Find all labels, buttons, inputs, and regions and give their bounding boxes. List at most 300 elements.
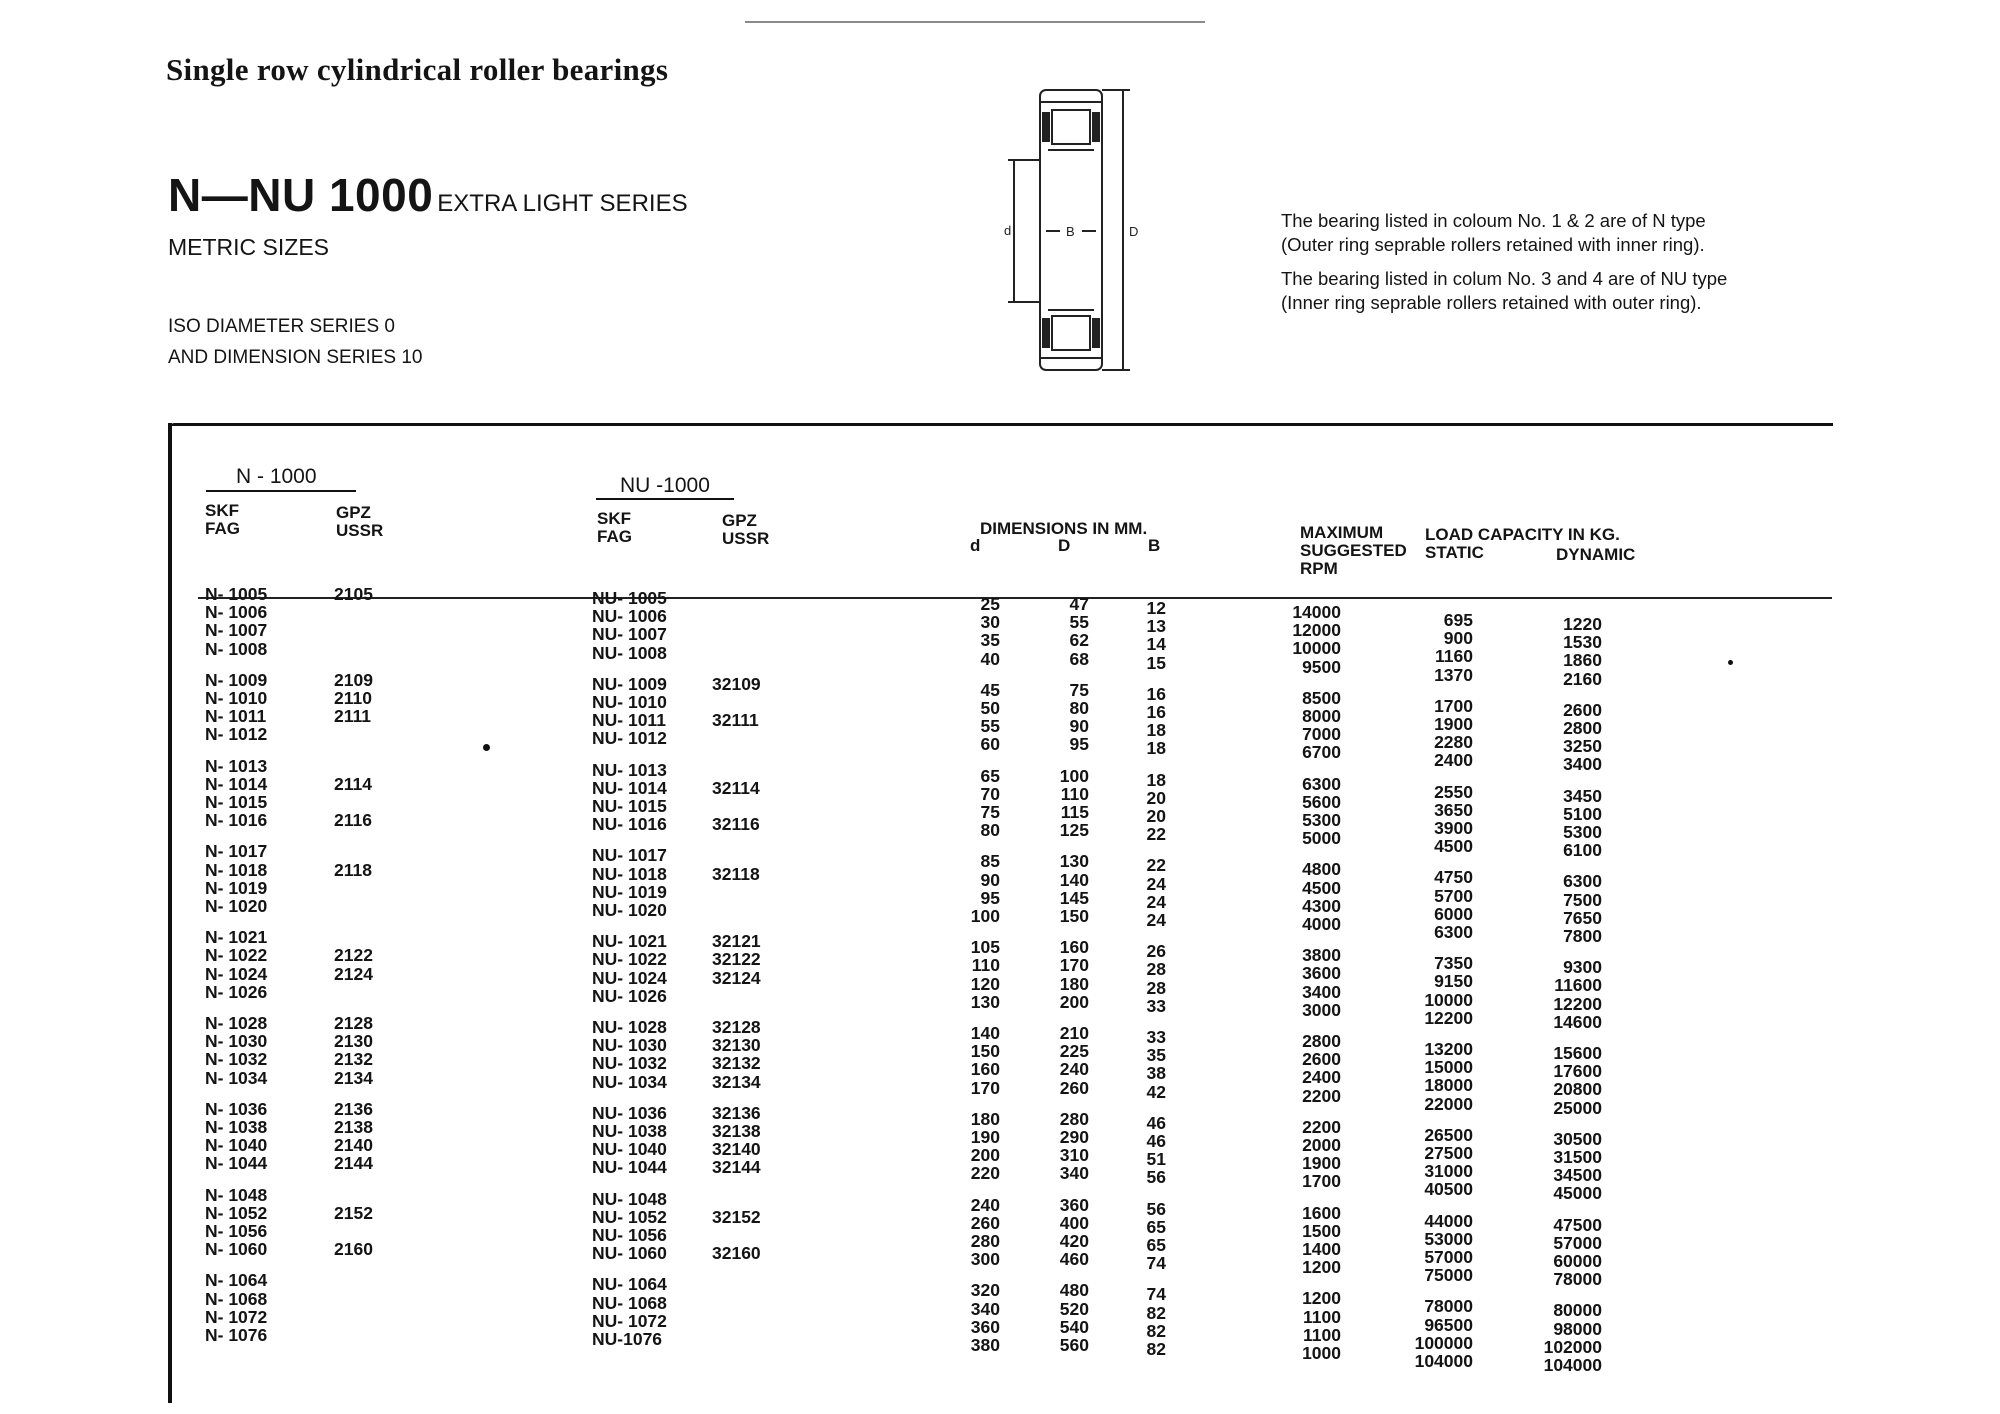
max-rpm-line-3: RPM xyxy=(1300,559,1338,578)
dynamic-load: 78000 xyxy=(1553,1269,1602,1290)
static-load: 5700 xyxy=(1434,885,1473,906)
max-rpm: 1500 xyxy=(1302,1220,1341,1241)
bore-diameter-d: 75 xyxy=(980,802,1000,822)
fag-label: FAG xyxy=(597,527,632,546)
static-load: 13200 xyxy=(1424,1039,1473,1059)
max-rpm: 2200 xyxy=(1302,1116,1341,1137)
static-load: 1700 xyxy=(1434,695,1473,716)
max-rpm: 7000 xyxy=(1302,724,1341,745)
nu-gpz-number: 32128 xyxy=(712,1017,761,1037)
bore-diameter-d: 300 xyxy=(970,1249,1000,1270)
outer-diameter-D: 360 xyxy=(1059,1194,1089,1215)
n-gpz-number: 2109 xyxy=(334,669,373,690)
bearing-cross-section-diagram xyxy=(990,80,1150,380)
static-load: 6000 xyxy=(1434,903,1473,924)
static-load: 1370 xyxy=(1434,664,1473,685)
static-load: 695 xyxy=(1443,610,1473,630)
metric-sizes-label: METRIC SIZES xyxy=(168,234,330,260)
dynamic-load: 47500 xyxy=(1553,1214,1602,1235)
n-type-designation: N- 1012 xyxy=(205,724,268,745)
n-gpz-number: 2152 xyxy=(334,1202,373,1223)
outer-diameter-D: 95 xyxy=(1069,734,1089,755)
max-rpm: 1100 xyxy=(1303,1324,1341,1345)
nu-type-designation: NU- 1015 xyxy=(592,796,667,816)
outer-diameter-D: 225 xyxy=(1059,1041,1089,1062)
outer-diameter-D: 140 xyxy=(1059,869,1089,890)
width-B: 56 xyxy=(1146,1167,1166,1188)
width-B: 14 xyxy=(1146,634,1166,655)
dynamic-load: 7650 xyxy=(1563,907,1602,928)
width-B: 16 xyxy=(1146,683,1166,704)
nu-type-designation: NU- 1017 xyxy=(592,845,667,866)
outer-diameter-D: 290 xyxy=(1059,1127,1089,1147)
dynamic-load: 1860 xyxy=(1563,650,1602,671)
max-rpm: 1200 xyxy=(1302,1288,1341,1309)
static-load: 75000 xyxy=(1424,1265,1473,1286)
outer-diameter-D: 420 xyxy=(1059,1231,1089,1251)
nu-gpz-number: 32121 xyxy=(712,931,761,952)
n-type-designation: N- 1005 xyxy=(205,584,268,604)
nu-gpz-number: 32134 xyxy=(712,1071,761,1092)
dynamic-load: 6100 xyxy=(1563,840,1602,861)
static-load: 18000 xyxy=(1424,1075,1473,1096)
note-line-2: (Outer ring seprable rollers retained with inner ring). xyxy=(1281,234,1705,255)
static-load: 53000 xyxy=(1424,1228,1473,1249)
dynamic-load: 104000 xyxy=(1543,1355,1602,1375)
bore-diameter-d: 90 xyxy=(980,869,1000,890)
nu-group-underline xyxy=(596,498,734,500)
max-rpm: 3400 xyxy=(1302,981,1341,1002)
static-load: 78000 xyxy=(1424,1296,1473,1317)
nu-gpz-number: 32132 xyxy=(712,1053,761,1074)
nu-type-designation: NU- 1030 xyxy=(592,1035,667,1056)
width-B: 42 xyxy=(1146,1081,1166,1102)
n-type-designation: N- 1011 xyxy=(205,706,267,727)
max-rpm: 5600 xyxy=(1302,791,1341,812)
nu-gpz-number: 32140 xyxy=(712,1139,761,1160)
bore-diameter-d: 120 xyxy=(970,973,1000,994)
width-B: 22 xyxy=(1146,855,1166,876)
n-type-designation: N- 1060 xyxy=(205,1239,268,1260)
nu-gpz-number: 32122 xyxy=(712,949,761,970)
nu-type-designation: NU- 1021 xyxy=(592,931,667,952)
outer-diameter-D: 150 xyxy=(1059,906,1089,926)
iso-series-line-2: AND DIMENSION SERIES 10 xyxy=(168,347,423,368)
page-title: Single row cylindrical roller bearings xyxy=(166,52,669,87)
dynamic-load: 7800 xyxy=(1563,926,1602,946)
dynamic-load: 25000 xyxy=(1553,1097,1602,1118)
n-type-designation: N- 1072 xyxy=(205,1306,268,1327)
static-load: 31000 xyxy=(1424,1161,1473,1182)
nu-gpz-number: 32144 xyxy=(712,1157,761,1178)
dynamic-load: 17600 xyxy=(1553,1061,1602,1082)
bore-diameter-d: 280 xyxy=(970,1231,1000,1251)
dynamic-load: 11600 xyxy=(1554,975,1602,996)
col-nu-skf-header xyxy=(597,510,632,546)
skf-label: SKF xyxy=(597,509,631,528)
n-gpz-number: 2138 xyxy=(334,1117,373,1137)
width-B: 16 xyxy=(1146,702,1166,722)
n-type-designation: N- 1006 xyxy=(205,602,268,623)
bore-diameter-d: 70 xyxy=(980,783,1000,804)
n-type-designation: N- 1020 xyxy=(205,896,268,916)
outer-diameter-D: 55 xyxy=(1069,612,1089,633)
nu-type-designation: NU- 1034 xyxy=(592,1071,667,1092)
dim-big-d-header: D xyxy=(1058,536,1071,555)
n-type-designation: N- 1034 xyxy=(205,1067,268,1088)
max-rpm-header xyxy=(1300,524,1407,578)
outer-diameter-D: 210 xyxy=(1059,1023,1089,1043)
series-name: EXTRA LIGHT SERIES xyxy=(437,190,688,217)
dynamic-load: 2800 xyxy=(1563,718,1602,738)
n-series-group-label: N - 1000 xyxy=(236,465,317,488)
static-load: 7350 xyxy=(1434,953,1473,974)
static-load: 2550 xyxy=(1434,781,1473,802)
nu-type-designation: NU- 1018 xyxy=(592,863,667,884)
width-B: 74 xyxy=(1146,1284,1166,1305)
dynamic-load: 45000 xyxy=(1553,1183,1602,1204)
n-type-designation: N- 1064 xyxy=(205,1270,268,1291)
bore-diameter-d: 55 xyxy=(980,716,1000,737)
max-rpm: 3800 xyxy=(1302,945,1341,966)
ussr-label: USSR xyxy=(722,529,770,548)
dynamic-load: 2160 xyxy=(1563,668,1602,689)
nu-type-designation: NU- 1048 xyxy=(592,1188,667,1209)
bore-diameter-d: 190 xyxy=(970,1127,1000,1147)
nu-series-group-label: NU -1000 xyxy=(620,474,710,497)
nu-type-designation: NU- 1011 xyxy=(592,710,666,731)
bore-diameter-d: 240 xyxy=(970,1194,1000,1215)
dynamic-load: 3450 xyxy=(1563,785,1602,806)
width-B: 18 xyxy=(1146,720,1166,741)
dynamic-load: 31500 xyxy=(1553,1147,1602,1167)
dynamic-header: DYNAMIC xyxy=(1556,545,1636,564)
static-load: 2280 xyxy=(1434,732,1473,753)
width-B: 65 xyxy=(1146,1235,1166,1255)
n-type-designation: N- 1019 xyxy=(205,877,268,898)
max-rpm: 6700 xyxy=(1302,742,1341,763)
bore-diameter-d: 260 xyxy=(970,1212,1000,1233)
width-B: 12 xyxy=(1146,598,1166,618)
outer-diameter-D: 110 xyxy=(1060,783,1089,804)
bore-diameter-d: 50 xyxy=(980,698,1000,718)
width-B: 35 xyxy=(1146,1045,1166,1066)
outer-diameter-D: 540 xyxy=(1059,1316,1089,1337)
n-gpz-number: 2118 xyxy=(334,859,372,880)
max-rpm: 9500 xyxy=(1302,656,1341,677)
nu-type-designation: NU- 1020 xyxy=(592,900,667,920)
n-type-designation: N- 1044 xyxy=(205,1153,268,1174)
bore-diameter-d: 110 xyxy=(971,955,1000,976)
static-load: 900 xyxy=(1443,628,1473,649)
n-gpz-number: 2110 xyxy=(334,688,372,708)
nu-type-designation: NU- 1024 xyxy=(592,967,667,988)
static-header: STATIC xyxy=(1425,543,1484,562)
width-B: 28 xyxy=(1146,977,1166,998)
n-type-designation: N- 1030 xyxy=(205,1031,268,1052)
bore-diameter-d: 25 xyxy=(980,594,1000,614)
outer-diameter-D: 125 xyxy=(1059,820,1089,841)
dynamic-load: 12200 xyxy=(1553,993,1602,1014)
max-rpm-line-1: MAXIMUM xyxy=(1300,523,1384,542)
max-rpm: 2200 xyxy=(1302,1085,1341,1106)
n-gpz-number: 2105 xyxy=(334,584,373,604)
n-gpz-number: 2114 xyxy=(334,773,372,794)
scan-speck xyxy=(1728,660,1733,665)
n-gpz-number: 2140 xyxy=(334,1135,373,1156)
width-B: 65 xyxy=(1146,1216,1166,1237)
max-rpm: 8000 xyxy=(1302,706,1341,726)
width-B: 24 xyxy=(1146,910,1166,930)
width-B: 24 xyxy=(1146,873,1166,894)
dynamic-load: 1530 xyxy=(1563,632,1602,653)
note-line-1: The bearing listed in coloum No. 1 & 2 are of N type xyxy=(1281,210,1706,231)
bore-diameter-d: 130 xyxy=(970,991,1000,1012)
dynamic-load: 5300 xyxy=(1563,822,1602,842)
n-type-designation: N- 1016 xyxy=(205,810,268,831)
dynamic-load: 60000 xyxy=(1553,1251,1602,1271)
max-rpm: 1700 xyxy=(1302,1171,1341,1192)
nu-gpz-number: 32124 xyxy=(712,967,761,988)
n-type-designation: N- 1014 xyxy=(205,773,268,794)
load-capacity-header: LOAD CAPACITY IN KG. xyxy=(1425,525,1620,544)
outer-diameter-D: 200 xyxy=(1059,991,1089,1012)
max-rpm: 3000 xyxy=(1302,999,1341,1020)
n-type-designation: N- 1040 xyxy=(205,1135,268,1156)
static-load: 4750 xyxy=(1434,867,1473,888)
dynamic-load: 1220 xyxy=(1563,614,1602,634)
outer-diameter-D: 130 xyxy=(1059,851,1089,872)
nu-type-designation: NU- 1019 xyxy=(592,881,667,902)
static-load: 10000 xyxy=(1424,989,1473,1010)
outer-diameter-D: 90 xyxy=(1069,716,1089,737)
nu-gpz-number: 32130 xyxy=(712,1035,761,1056)
nu-type-designation: NU- 1013 xyxy=(592,759,667,780)
bore-diameter-d: 320 xyxy=(970,1280,1000,1301)
nu-type-designation: NU- 1010 xyxy=(592,692,667,712)
nu-type-designation: NU- 1064 xyxy=(592,1274,667,1295)
bore-diameter-d: 85 xyxy=(980,851,1000,872)
dynamic-load: 3400 xyxy=(1563,754,1602,775)
note-line-4: (Inner ring seprable rollers retained with outer ring). xyxy=(1281,292,1702,313)
nu-gpz-number: 32138 xyxy=(712,1121,761,1141)
dim-b-header: B xyxy=(1148,536,1161,555)
width-B: 20 xyxy=(1146,787,1166,808)
iso-series-line-1: ISO DIAMETER SERIES 0 xyxy=(168,316,395,337)
table-frame-left xyxy=(168,423,172,1403)
n-type-designation: N- 1022 xyxy=(205,945,268,966)
fag-label: FAG xyxy=(205,519,240,538)
static-load: 96500 xyxy=(1424,1314,1473,1335)
width-B: 13 xyxy=(1146,616,1166,637)
width-B: 18 xyxy=(1146,738,1166,759)
scan-top-line xyxy=(745,21,1205,23)
n-type-designation: N- 1048 xyxy=(205,1184,268,1205)
ussr-label: USSR xyxy=(336,521,384,540)
bore-diameter-d: 80 xyxy=(980,820,1000,841)
nu-gpz-number: 32116 xyxy=(712,814,760,835)
max-rpm: 4500 xyxy=(1302,877,1341,898)
bore-diameter-d: 45 xyxy=(980,679,1000,700)
nu-type-designation: NU- 1008 xyxy=(592,642,667,663)
width-B: 33 xyxy=(1146,1027,1166,1047)
nu-type-designation: NU- 1007 xyxy=(592,624,667,645)
n-gpz-number: 2124 xyxy=(334,963,373,984)
n-type-designation: N- 1024 xyxy=(205,963,268,984)
n-type-designation: N- 1038 xyxy=(205,1117,268,1137)
outer-diameter-D: 68 xyxy=(1069,648,1089,669)
static-load: 2400 xyxy=(1434,750,1473,771)
dynamic-load: 7500 xyxy=(1563,889,1602,910)
n-gpz-number: 2122 xyxy=(334,945,373,966)
skf-label: SKF xyxy=(205,501,239,520)
outer-diameter-D: 75 xyxy=(1069,679,1089,700)
nu-type-designation: NU- 1040 xyxy=(592,1139,667,1160)
dynamic-load: 102000 xyxy=(1543,1336,1602,1357)
dynamic-load: 98000 xyxy=(1553,1318,1602,1339)
nu-type-designation: NU- 1016 xyxy=(592,814,667,835)
n-type-designation: N- 1009 xyxy=(205,669,268,690)
width-B: 28 xyxy=(1146,959,1166,980)
max-rpm: 12000 xyxy=(1292,620,1341,641)
bore-diameter-d: 360 xyxy=(970,1316,1000,1337)
bore-diameter-d: 40 xyxy=(980,648,1000,669)
static-load: 1160 xyxy=(1435,646,1473,667)
note-line-3: The bearing listed in colum No. 3 and 4 are of NU type xyxy=(1281,268,1728,289)
max-rpm: 6300 xyxy=(1302,773,1341,794)
col-n-skf-header xyxy=(205,502,240,538)
col-n-gpz-header xyxy=(336,504,383,540)
nu-gpz-number: 32111 xyxy=(712,710,759,731)
nu-type-designation: NU- 1038 xyxy=(592,1121,667,1141)
n-type-designation: N- 1010 xyxy=(205,688,268,708)
dynamic-load: 5100 xyxy=(1563,803,1602,824)
dynamic-load: 30500 xyxy=(1553,1128,1602,1149)
max-rpm: 2800 xyxy=(1302,1031,1341,1051)
max-rpm: 5300 xyxy=(1302,810,1341,830)
outer-diameter-D: 160 xyxy=(1059,937,1089,958)
static-load: 26500 xyxy=(1424,1124,1473,1145)
static-load: 27500 xyxy=(1424,1143,1473,1163)
outer-diameter-D: 240 xyxy=(1059,1059,1089,1080)
n-type-designation: N- 1015 xyxy=(205,792,268,812)
width-B: 18 xyxy=(1146,769,1166,790)
nu-type-designation: NU- 1036 xyxy=(592,1102,667,1123)
nu-type-designation: NU- 1028 xyxy=(592,1017,667,1037)
diagram-label-big-d: D xyxy=(1129,224,1139,239)
gpz-label: GPZ xyxy=(722,511,757,530)
n-type-designation: N- 1018 xyxy=(205,859,268,880)
width-B: 51 xyxy=(1146,1149,1166,1170)
static-load: 3650 xyxy=(1434,799,1473,820)
nu-type-designation: NU- 1056 xyxy=(592,1225,667,1245)
header-rule xyxy=(198,597,1832,599)
n-type-designation: N- 1017 xyxy=(205,841,268,862)
dim-d-header: d xyxy=(970,536,981,555)
width-B: 15 xyxy=(1146,652,1166,673)
nu-type-designation: NU- 1052 xyxy=(592,1206,667,1227)
bore-diameter-d: 380 xyxy=(970,1335,1000,1355)
outer-diameter-D: 62 xyxy=(1069,630,1089,651)
nu-gpz-number: 32109 xyxy=(712,673,761,694)
static-load: 3900 xyxy=(1434,818,1473,838)
static-load: 22000 xyxy=(1424,1093,1473,1114)
n-type-designation: N- 1076 xyxy=(205,1325,268,1345)
outer-diameter-D: 280 xyxy=(1059,1108,1089,1129)
outer-diameter-D: 100 xyxy=(1059,765,1089,786)
width-B: 33 xyxy=(1146,995,1166,1016)
width-B: 20 xyxy=(1146,806,1166,826)
max-rpm: 1200 xyxy=(1302,1257,1341,1278)
dynamic-load: 14600 xyxy=(1553,1011,1602,1032)
width-B: 22 xyxy=(1146,824,1166,845)
n-gpz-number: 2116 xyxy=(334,810,372,831)
outer-diameter-D: 400 xyxy=(1059,1212,1089,1233)
nu-gpz-number: 32136 xyxy=(712,1102,761,1123)
n-group-underline xyxy=(206,490,356,492)
outer-diameter-D: 260 xyxy=(1059,1077,1089,1098)
static-load: 100000 xyxy=(1414,1332,1473,1353)
diagram-label-b: B xyxy=(1066,224,1075,239)
width-B: 82 xyxy=(1146,1302,1166,1323)
width-B: 82 xyxy=(1146,1320,1166,1341)
outer-diameter-D: 47 xyxy=(1069,594,1089,614)
max-rpm: 2400 xyxy=(1302,1067,1341,1088)
col-nu-gpz-header xyxy=(722,512,769,548)
n-type-designation: N- 1026 xyxy=(205,981,268,1002)
bore-diameter-d: 340 xyxy=(970,1298,1000,1319)
scan-speck xyxy=(483,744,490,751)
nu-type-designation: NU- 1012 xyxy=(592,728,667,749)
nu-type-designation: NU- 1068 xyxy=(592,1292,667,1313)
width-B: 24 xyxy=(1146,891,1166,912)
n-type-designation: N- 1032 xyxy=(205,1049,268,1070)
nu-type-designation: NU- 1022 xyxy=(592,949,667,970)
bore-diameter-d: 140 xyxy=(970,1023,1000,1043)
outer-diameter-D: 145 xyxy=(1059,887,1089,908)
bore-diameter-d: 60 xyxy=(980,734,1000,755)
dynamic-load: 80000 xyxy=(1553,1300,1602,1321)
max-rpm: 1600 xyxy=(1302,1202,1341,1223)
bore-diameter-d: 180 xyxy=(970,1108,1000,1129)
n-type-designation: N- 1036 xyxy=(205,1098,268,1119)
n-type-designation: N- 1056 xyxy=(205,1221,268,1241)
outer-diameter-D: 180 xyxy=(1059,973,1089,994)
max-rpm: 2600 xyxy=(1302,1049,1341,1070)
outer-diameter-D: 460 xyxy=(1059,1249,1089,1270)
static-load: 12200 xyxy=(1424,1007,1473,1028)
nu-type-designation: NU- 1006 xyxy=(592,606,667,627)
bore-diameter-d: 65 xyxy=(980,765,1000,786)
bore-diameter-d: 95 xyxy=(980,887,1000,908)
width-B: 82 xyxy=(1146,1339,1166,1359)
static-load: 9150 xyxy=(1434,971,1473,992)
nu-type-designation: NU- 1005 xyxy=(592,588,667,608)
max-rpm: 3600 xyxy=(1302,963,1341,984)
dynamic-load: 57000 xyxy=(1553,1232,1602,1253)
outer-diameter-D: 170 xyxy=(1059,955,1089,976)
bore-diameter-d: 100 xyxy=(970,906,1000,926)
static-load: 40500 xyxy=(1424,1179,1473,1200)
gpz-label: GPZ xyxy=(336,503,371,522)
bore-diameter-d: 105 xyxy=(970,937,1000,958)
outer-diameter-D: 310 xyxy=(1059,1145,1089,1166)
outer-diameter-D: 115 xyxy=(1060,802,1089,822)
max-rpm: 2000 xyxy=(1302,1135,1341,1155)
n-type-designation: N- 1021 xyxy=(205,927,268,948)
nu-gpz-number: 32160 xyxy=(712,1243,761,1264)
n-type-designation: N- 1008 xyxy=(205,638,268,659)
